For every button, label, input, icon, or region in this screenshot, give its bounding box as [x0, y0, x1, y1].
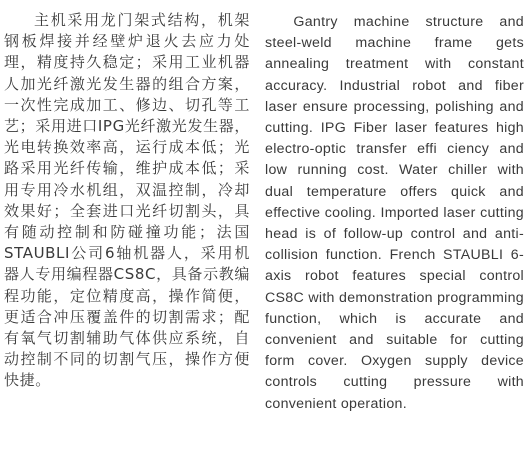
english-description-paragraph: Gantry machine structure and steel-weld machine frame gets annealing treatment with constant accuracy. Industrial robot and fiber laser ensure processing, polishing and cutting. IPG Fiber laser features high electro-optic transfer effi ciency and low running cost. Water chiller with dual temperature offers quick and effective cooling. Imported laser cutting head is of follow-up control and anti-collision function. French STAUBLI 6-axis robot features special control CS8C with demonstration programming function, which is accurate and convenient and suitable for cutting form cover. Oxygen supply device controls cutting pressure with convenient operation. — [265, 14, 524, 412]
chinese-description-paragraph: 主机采用龙门架式结构，机架钢板焊接并经壁炉退火去应力处理，精度持久稳定；采用工业机器人加光纤激光发生器的组合方案，一次性完成加工、修边、切孔等工艺；采用进口IPG光纤激光发生器，光电转换效率高，运行成本低；光路采用光纤传输，维护成本低；采用专用冷水机组，双温控制，冷却效果好；全套进口光纤切割头，具有随动控制和防碰撞功能；法国STAUBLI公司6轴机器人，采用机器人专用编程器CS8C，具备示教编程功能，定位精度高，操作简便，更适合冲压覆盖件的切割需求；配有氧气切割辅助气体供应系统，自动控制不同的切割气压，操作方便快捷。 — [4, 11, 250, 390]
